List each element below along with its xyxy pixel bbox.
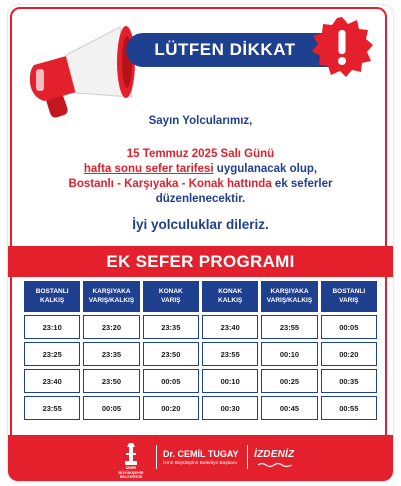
route-rest-text: ek seferler	[271, 178, 333, 190]
table-cell: 23:25	[24, 342, 80, 366]
date-line: 15 Temmuz 2025 Salı Günü	[126, 148, 275, 160]
wave-icon	[258, 462, 292, 468]
footer-divider	[247, 445, 248, 469]
table-cell: 00:20	[321, 342, 377, 366]
table-cell: 23:35	[83, 342, 139, 366]
mayor-role: İzmir Büyükşehir Belediye Başkanı	[163, 461, 237, 466]
route-end-line: düzenlenecektir.	[155, 193, 246, 205]
table-cell: 00:05	[321, 315, 377, 339]
table-cell: 00:05	[83, 396, 139, 420]
table-cell: 00:05	[143, 369, 199, 393]
program-title: EK SEFER PROGRAMI	[8, 246, 393, 277]
schedule-rest-text: uygulanacak olup,	[213, 163, 318, 175]
table-cell: 23:40	[202, 315, 258, 339]
table-cell: 00:10	[261, 342, 317, 366]
schedule-table	[24, 281, 377, 420]
column-header: BOSTANLI VARIŞ	[321, 281, 377, 312]
table-cell: 00:55	[321, 396, 377, 420]
column-header: KONAK KALKIŞ	[202, 281, 258, 312]
route-line	[8, 178, 393, 190]
greeting-text: Sayın Yolcularımız,	[148, 115, 253, 127]
column-header: KONAK VARIŞ	[143, 281, 199, 312]
schedule-link-text: hafta sonu sefer tarifesi	[83, 163, 214, 175]
table-cell: 00:20	[143, 396, 199, 420]
table-cell: 23:50	[83, 369, 139, 393]
table-cell: 00:10	[202, 369, 258, 393]
table-cell: 00:35	[321, 369, 377, 393]
wish-text: İyi yolculuklar dileriz.	[132, 217, 269, 232]
announcement-poster	[8, 5, 393, 481]
table-cell: 23:50	[143, 342, 199, 366]
izdeniz-logo: İZDENİZ	[254, 449, 295, 460]
mayor-name: Dr. CEMİL TUGAY	[163, 449, 239, 459]
table-cell: 23:55	[202, 342, 258, 366]
footer-divider	[156, 445, 157, 469]
table-cell: 23:20	[83, 315, 139, 339]
table-cell: 23:35	[143, 315, 199, 339]
column-header: BOSTANLI KALKIŞ	[24, 281, 80, 312]
municipality-name: İZMİR BÜYÜKŞEHİR BELEDİYESİ	[118, 466, 144, 480]
table-cell: 00:45	[261, 396, 317, 420]
column-header: KARŞIYAKA VARIŞ/KALKIŞ	[261, 281, 317, 312]
table-cell: 23:10	[24, 315, 80, 339]
table-cell: 00:25	[261, 369, 317, 393]
column-header: KARŞIYAKA VARIŞ/KALKIŞ	[83, 281, 139, 312]
table-cell: 00:30	[202, 396, 258, 420]
megaphone-icon	[20, 21, 138, 129]
table-cell: 23:40	[24, 369, 80, 393]
exclamation-icon	[310, 15, 374, 79]
table-cell: 23:55	[24, 396, 80, 420]
schedule-line	[8, 163, 393, 175]
route-text: Bostanlı - Karşıyaka - Konak hattında	[68, 178, 272, 190]
table-cell: 23:55	[261, 315, 317, 339]
header-title: LÜTFEN DİKKAT	[154, 40, 296, 59]
